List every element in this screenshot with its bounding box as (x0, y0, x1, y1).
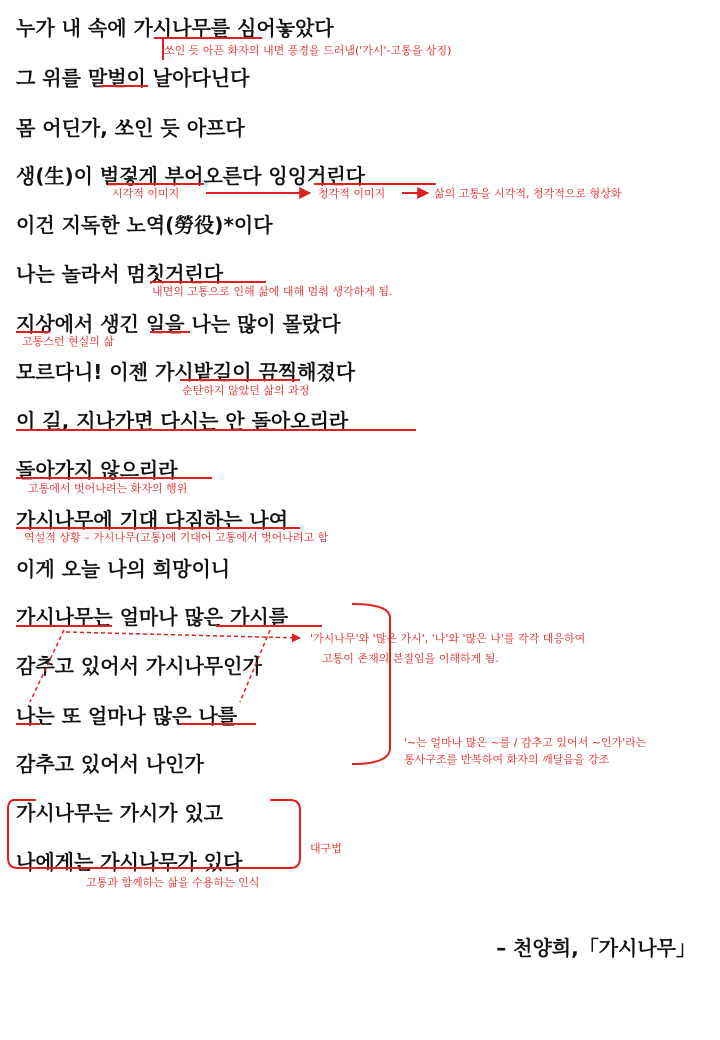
poem-source: – 천양희,「가시나무」 (496, 936, 696, 960)
annotation-imagery-result: 삶의 고통을 시각적, 청각적으로 형상화 (434, 187, 622, 200)
poem-line-4: 생(生)이 벌겋게 부어오른다 잉잉거린다 (16, 164, 365, 188)
annotation-syntax-2: 통사구조를 반복하여 화자의 깨달음을 강조 (404, 753, 610, 766)
annotation-inner-landscape: 쏘인 듯 아픈 화자의 내면 풍경을 드러냄('가시'-고통을 상징) (164, 44, 452, 57)
annotation-pause: 내면의 고통으로 인해 삶에 대해 멈춰 생각하게 됨. (152, 285, 393, 298)
annotation-syntax-1: '~는 얼마나 많은 ~를 / 감추고 있어서 ~인가'라는 (404, 736, 647, 749)
annotation-parallelism: 대구법 (310, 842, 342, 855)
annotation-correspondence-1: '가시나무'와 '많은 가시', '나'와 '많은 나'를 각각 대응하여 (310, 632, 586, 645)
poem-line-17: 가시나무는 가시가 있고 (16, 801, 224, 825)
poem-line-13: 가시나무는 얼마나 많은 가시를 (16, 605, 289, 629)
annotation-escape-act: 고통에서 벗어나려는 화자의 행위 (28, 482, 188, 495)
poem-line-16: 감추고 있어서 나인가 (16, 752, 204, 776)
poem-line-14: 감추고 있어서 가시나무인가 (16, 654, 262, 678)
poem-line-3: 몸 어딘가, 쏘인 듯 아프다 (16, 116, 245, 140)
poem-line-15: 나는 또 얼마나 많은 나를 (16, 704, 238, 728)
annotation-painful-reality: 고통스런 현실의 삶 (22, 335, 115, 348)
poem-line-18: 나에게는 가시나무가 있다 (16, 850, 243, 874)
annotation-correspondence-2: 고통이 존재의 본질임을 이해하게 됨. (322, 652, 499, 665)
annotation-rough-path: 순탄하지 않았던 삶의 과정 (182, 384, 310, 397)
poem-line-11: 가시나무에 기대 다짐하는 나여 (16, 508, 289, 532)
poem-line-10: 돌아가지 않으리라 (16, 458, 178, 482)
poem-line-2: 그 위를 말벌이 날아다닌다 (16, 66, 250, 90)
poem-line-12: 이게 오늘 나의 희망이니 (16, 557, 231, 581)
annotation-acceptance: 고통과 함께하는 삶을 수용하는 인식 (86, 876, 260, 889)
poem-line-1: 누가 내 속에 가시나무를 심어놓았다 (16, 16, 334, 40)
annotation-auditory-image: 청각적 이미지 (318, 187, 386, 200)
poem-line-6: 나는 놀라서 멈칫거린다 (16, 262, 224, 286)
poem-line-7: 지상에서 생긴 일을 나는 많이 몰랐다 (16, 312, 341, 336)
poem-line-5: 이건 지독한 노역(勞役)*이다 (16, 213, 273, 237)
annotation-paradox: 역설적 상황 – 가시나무(고통)에 기대어 고통에서 벗어나려고 함 (24, 531, 329, 544)
annotation-visual-image: 시각적 이미지 (112, 187, 180, 200)
poem-line-8: 모르다니! 이젠 가시밭길이 끔찍해졌다 (16, 360, 356, 384)
poem-line-9: 이 길, 지나가면 다시는 안 돌아오리라 (16, 409, 349, 433)
